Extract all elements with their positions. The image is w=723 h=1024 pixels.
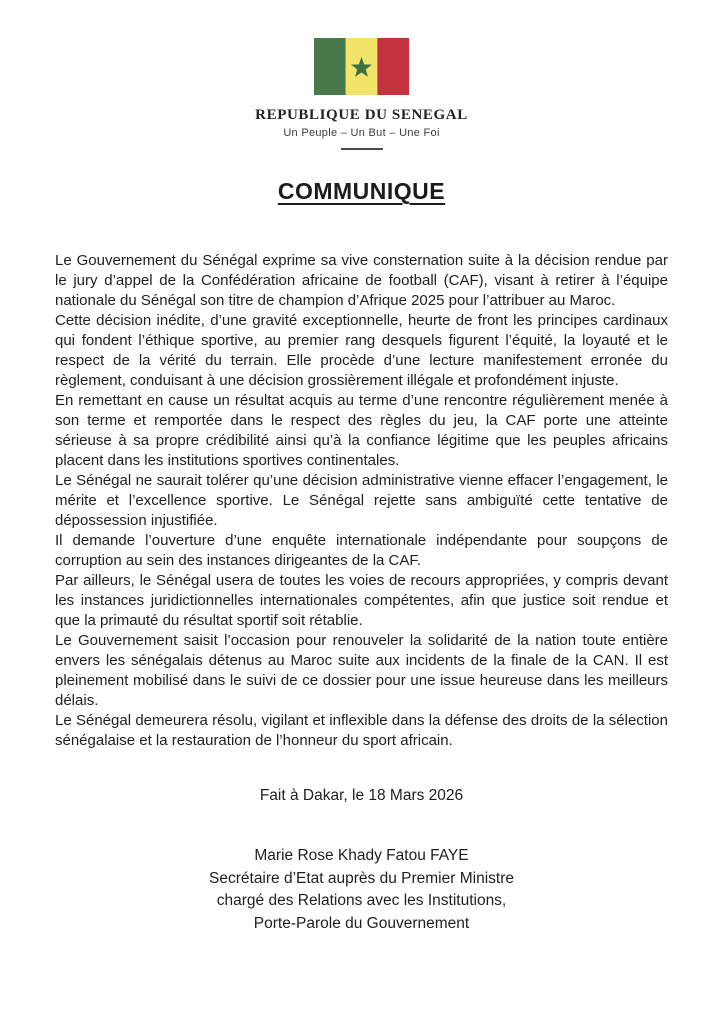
letterhead — [0, 0, 723, 150]
paragraph-1: Le Gouvernement du Sénégal exprime sa vive consternation suite à la décision rendue par le jury d’appel de la Confédération africaine de football (CAF), visant à retirer à l’équipe nationale du Sénégal son titre de champion d’Afrique 2025 pour l’attribuer au Maroc. — [55, 252, 668, 309]
signatory-title-2: chargé des Relations avec les Institutions, — [216, 892, 507, 909]
signature-block — [0, 845, 723, 935]
paragraph-5: Il demande l’ouverture d’une enquête internationale indépendante pour soupçons de corruption au sein des instances dirigeantes de la CAF. — [55, 532, 668, 569]
paragraph-8: Le Sénégal demeurera résolu, vigilant et inflexible dans la défense des droits de la sélection sénégalaise et la restauration de l’honneur du sport africain. — [55, 712, 668, 749]
dateline: Fait à Dakar, le 18 Mars 2026 — [259, 787, 464, 804]
paragraph-4: Le Sénégal ne saurait tolérer qu’une décision administrative vienne effacer l’engagement, le mérite et l’excellence sportive. Le Sénégal rejette sans ambiguïté cette tentative de dépossession injustifiée. — [55, 472, 668, 529]
signatory-title-1: Secrétaire d’Etat auprès du Premier Ministre — [209, 869, 514, 887]
paragraph-3: En remettant en cause un résultat acquis au terme d’une rencontre régulièrement menée à son terme et remportée dans le respect des règles du jeu, la CAF porte une atteinte sérieuse à sa propre crédibilité ainsi qu’à la confiance légitime que les peuples africains placent dans les institutions sportives continentales. — [55, 392, 668, 469]
motto-divider — [341, 148, 383, 150]
country-name: REPUBLIQUE DU SENEGAL — [255, 107, 468, 123]
page-title: COMMUNIQUE — [277, 178, 446, 204]
paragraph-6: Par ailleurs, le Sénégal usera de toutes les voies de recours appropriées, y compris devant les instances juridictionnelles internationales compétentes, afin que justice soit rendue et que la primauté du résultat sportif soit rétablie. — [55, 572, 668, 629]
paragraph-7: Le Gouvernement saisit l’occasion pour renouveler la solidarité de la nation toute entière envers les sénégalais détenus au Maroc suite aux incidents de la finale de la CAN. Il est pleinement mobilisé dans le suivi de ce dossier pour une issue heureuse dans les meilleurs délais. — [55, 632, 668, 709]
communique-body — [0, 251, 723, 751]
motto: Un Peuple – Un But – Une Foi — [283, 127, 440, 139]
senegal-flag-svg — [314, 38, 409, 95]
signatory-title-3: Porte-Parole du Gouvernement — [253, 914, 470, 932]
paragraph-2: Cette décision inédite, d’une gravité exceptionnelle, heurte de front les principes cardinaux qui fondent l’éthique sportive, au premier rang desquels figurent l’équité, la loyauté et le respect de la vérité du terrain. Elle procède d’une lecture manifestement erronée du règlement, conduisant à une décision grossièrement illégale et profondément injuste. — [55, 312, 668, 389]
signatory-name: Marie Rose Khady Fatou FAYE — [254, 847, 469, 864]
senegal-flag-icon — [314, 38, 409, 95]
